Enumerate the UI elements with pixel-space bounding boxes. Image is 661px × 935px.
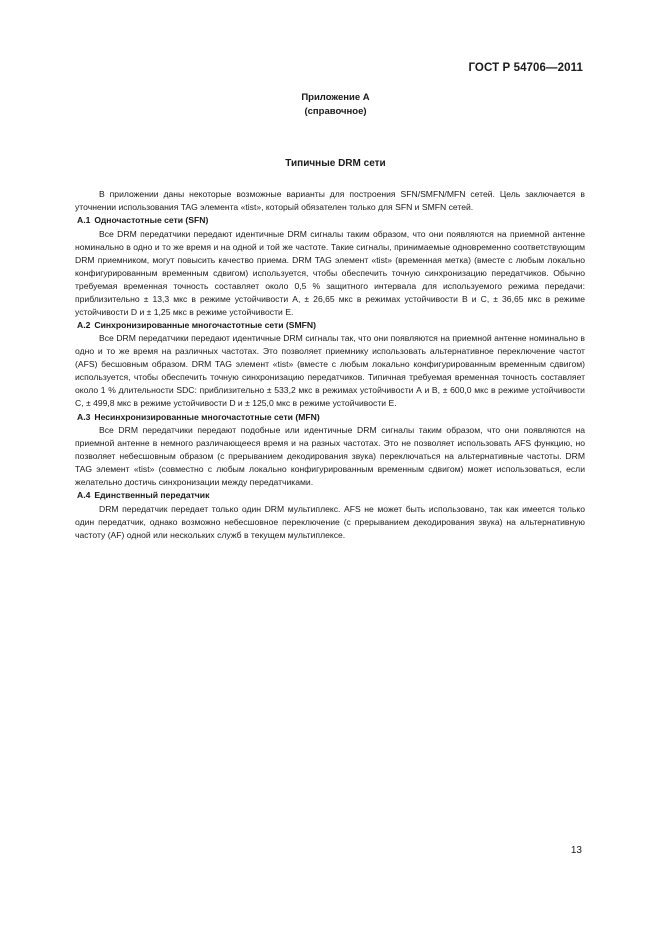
section-heading-a2: [75, 319, 585, 332]
section-title: Синхронизированные многочастотные сети (SMFN): [94, 319, 316, 330]
section-number: А.4: [77, 490, 91, 501]
page-title: [0, 158, 661, 169]
page-title-text: Типичные DRM сети: [285, 158, 386, 169]
section-paragraph-a4: DRM передатчик передает только один DRM мультиплекс. AFS не может быть использовано, так как имеется только один передатчик, однако возможно небесшовное переключение (с прерыванием декодирования звука) на альтернативную частоту (AF) одной или нескольких служб в текущем мультиплексе.: [75, 503, 585, 540]
annex-note: (справочное): [304, 106, 367, 117]
section-paragraph-a1: Все DRM передатчики передают идентичные DRM сигналы таким образом, что они появляются на приемной антенне номинально в одно и то же время и на одной и той же частоте. Такие сигналы, принимаемые одновременно соответствующим DRM приемником, могут повысить качество приема. DRM TAG элемент «tist» (временная метка) (вместе с любым локально конфигурированным временным сдвигом) используется, чтобы обеспечить точную синхронизацию передатчиков. Обычно требуемая временная точность составляет около 0,5 % защитного интервала для используемого режима передачи: приблизительно ± 13,3 мкс в режиме устойчивости А, ± 26,65 мкс в режимах устойчивости В и С, ± 36,65 мкс в режиме устойчивости D и ± 1,25 мкс в режиме устойчивости Е.: [75, 228, 585, 317]
section-number: А.1: [77, 215, 91, 226]
section-title: Одночастотные сети (SFN): [94, 215, 209, 226]
intro-paragraph: В приложении даны некоторые возможные варианты для построения SFN/SMFN/MFN сетей. Цель заключается в уточнении использования TAG элемента «tist», который обязателен только для SFN и SMFN сетей.: [75, 189, 585, 213]
page-number: 13: [570, 845, 582, 856]
section-title: Единственный передатчик: [94, 490, 210, 501]
annex-heading: [0, 91, 661, 119]
document-code: ГОСТ Р 54706—2011: [468, 62, 583, 74]
section-heading-a3: [75, 411, 585, 424]
document-body: [75, 188, 585, 542]
section-title: Несинхронизированные многочастотные сети (MFN): [94, 411, 320, 422]
annex-title: Приложение А: [301, 92, 370, 103]
section-paragraph-a3: Все DRM передатчики передают подобные или идентичные DRM сигналы таким образом, что они появляются на приемной антенне в немного различающееся время и на разных частотах. Это не позволяет использовать AFS функцию, но позволяет небесшовным образом (с прерыванием декодирования звука) переключаться на альтернативные частоты. DRM TAG элемент «tist» (совместно с любым локально конфигурированным временным сдвигом) может использоваться, если желательно достичь синхронизации между передатчиками.: [75, 424, 585, 488]
section-number: А.2: [77, 319, 91, 330]
section-number: А.3: [77, 411, 91, 422]
section-heading-a4: [75, 489, 585, 502]
section-heading-a1: [75, 214, 585, 227]
section-paragraph-a2: Все DRM передатчики передают идентичные DRM сигналы так, что они появляются на приемной антенне номинально в одно и то же время на различных частотах. Это позволяет приемнику использовать альтернативное переключение частот (AFS) бесшовным образом. DRM TAG элемент «tist» (вместе с любым локально конфигурированным временным сдвигом) используется, чтобы обеспечить точную синхронизацию передатчиков. Типичная требуемая временная точность составляет около 1 % длительности SDC: приблизительно ± 533,2 мкс в режимах устойчивости А и В, ± 600,0 мкс в режиме устойчивости С, ± 499,8 мкс в режиме устойчивости D и ± 125,0 мкс в режиме устойчивости Е.: [75, 333, 585, 409]
